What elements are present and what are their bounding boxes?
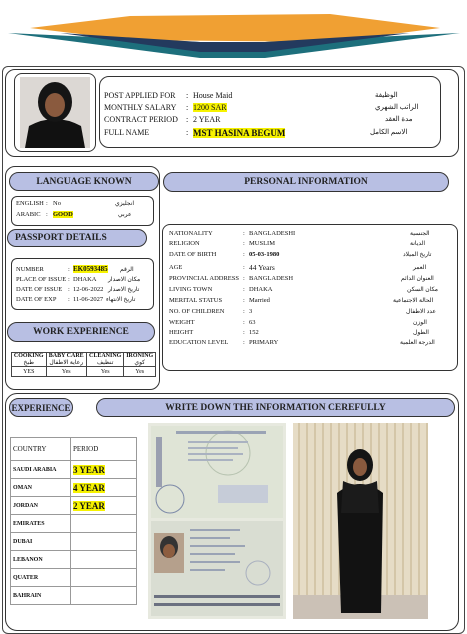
passport-scan-image xyxy=(148,423,286,619)
country-cell: BAHRAIN xyxy=(11,587,71,605)
salary-label: MONTHLY SALARY xyxy=(104,103,177,112)
post-value: House Maid xyxy=(193,91,233,100)
personal-dob-value: 05-03-1980 xyxy=(249,251,280,258)
personal-marital-label: MERITAL STATUS xyxy=(169,297,223,304)
work-value-cooking: YES xyxy=(12,367,47,377)
passport-number-arabic: الرقم xyxy=(120,267,134,273)
post-arabic: الوظيفة xyxy=(375,91,398,99)
passport-title xyxy=(7,229,147,247)
work-value-babycare: Yes xyxy=(46,367,86,377)
personal-education-label: EDUCATION LEVEL xyxy=(169,339,229,346)
period-cell: 2 YEAR xyxy=(71,497,137,515)
lang-arabic-arabic: عربي xyxy=(118,212,132,218)
passport-exp-label: DATE OF EXP xyxy=(16,296,57,303)
personal-education-arabic: الدرجة العلمية xyxy=(400,340,435,346)
period-cell xyxy=(71,551,137,569)
personal-age-label: AGE xyxy=(169,264,183,271)
contract-value: 2 YEAR xyxy=(193,115,221,124)
work-experience-table xyxy=(11,352,156,377)
personal-children-value: 3 xyxy=(249,308,253,315)
personal-nationality-value: BANGLADESHI xyxy=(249,230,296,237)
country-cell: OMAN xyxy=(11,479,71,497)
work-value-cleaning: Yes xyxy=(86,367,124,377)
period-cell xyxy=(71,587,137,605)
period-cell: 3 YEAR xyxy=(71,461,137,479)
personal-education-value: PRIMARY xyxy=(249,339,279,346)
table-row xyxy=(11,569,137,587)
table-row xyxy=(11,533,137,551)
personal-weight-label: WEIGHT xyxy=(169,319,195,326)
experience-title: EXPERIENCE xyxy=(9,398,73,417)
lang-english-label: ENGLISH xyxy=(16,200,44,207)
work-value-ironing: Yes xyxy=(124,367,156,377)
lang-english-arabic: انجليزي xyxy=(115,201,135,207)
personal-weight-value: 63 xyxy=(249,319,256,326)
personal-town-value: DHAKA xyxy=(249,286,273,293)
lang-arabic-value: GOOD xyxy=(53,211,73,218)
personal-height-value: 152 xyxy=(249,329,259,336)
personal-nationality-arabic: الجنسية xyxy=(410,231,430,237)
language-title: LANGUAGE KNOWN xyxy=(9,172,159,191)
header-banner xyxy=(0,0,467,66)
name-value: MST HASINA BEGUM xyxy=(193,128,286,138)
country-cell: QUATER xyxy=(11,569,71,587)
work-header-ironing: IRONING كوي xyxy=(124,353,156,367)
passport-exp-value: 11-06-2027 xyxy=(73,296,104,303)
personal-town-label: LIVING TOWN xyxy=(169,286,213,293)
table-row xyxy=(11,551,137,569)
personal-address-label: PROVINCIAL ADDRESS xyxy=(169,275,240,282)
country-cell: DUBAI xyxy=(11,533,71,551)
personal-age-value: 44 Years xyxy=(249,263,275,272)
table-row xyxy=(11,497,137,515)
personal-town-arabic: مكان السكن xyxy=(407,287,438,293)
personal-height-label: HEIGHT xyxy=(169,329,194,336)
table-row xyxy=(11,461,137,479)
personal-children-label: NO. OF CHILDREN xyxy=(169,308,225,315)
table-row xyxy=(11,515,137,533)
write-title: WRITE DOWN THE INFORMATION CEREFULLY xyxy=(96,398,455,417)
table-row xyxy=(11,479,137,497)
personal-weight-arabic: الوزن xyxy=(413,320,427,326)
country-experience-table xyxy=(10,437,137,605)
passport-exp-arabic: تاريخ الانتهاء xyxy=(106,297,136,303)
country-cell: LEBANON xyxy=(11,551,71,569)
passport-place-label: PLACE OF ISSUE xyxy=(16,276,67,283)
period-cell xyxy=(71,569,137,587)
passport-place-arabic: مكان الاصدار xyxy=(108,277,141,283)
lang-arabic-label: ARABIC xyxy=(16,211,41,218)
personal-children-arabic: عدد الاطفال xyxy=(406,309,436,315)
passport-issue-arabic: تاريخ الاصدار xyxy=(108,287,140,293)
personal-title: PERSONAL INFORMATION xyxy=(163,172,449,192)
salary-arabic: الراتب الشهري xyxy=(375,103,419,111)
work-header-babycare: BABY CARE رعاية الاطفال xyxy=(46,353,86,367)
period-cell xyxy=(71,515,137,533)
personal-religion-label: RELIGION xyxy=(169,240,200,247)
profile-photo xyxy=(15,74,95,151)
personal-age-arabic: العمر xyxy=(413,265,427,271)
work-header-cleaning: CLEANING تنظيف xyxy=(86,353,124,367)
profile-photo-frame xyxy=(14,73,96,152)
personal-dob-label: DATE OF BIRTH xyxy=(169,251,217,258)
passport-number-label: NUMBER xyxy=(16,266,44,273)
passport-issue-label: DATE OF ISSUE xyxy=(16,286,63,293)
work-title: WORK EXPERIENCE xyxy=(7,322,155,342)
name-arabic: الاسم الكامل xyxy=(370,128,408,136)
work-header-cooking: COOKING طبخ xyxy=(12,353,47,367)
country-cell: SAUDI ARABIA xyxy=(11,461,71,479)
country-cell: JORDAN xyxy=(11,497,71,515)
personal-address-value: BANGLADESH xyxy=(249,275,294,282)
contract-label: CONTRACT PERIOD xyxy=(104,115,178,124)
country-cell: EMIRATES xyxy=(11,515,71,533)
contract-arabic: مدة العقد xyxy=(385,115,413,123)
passport-number-value: EK0593485 xyxy=(73,265,108,273)
passport-title-text: PASSPORT DETAILS xyxy=(15,233,107,243)
post-label: POST APPLIED FOR xyxy=(104,91,176,100)
table-row xyxy=(11,587,137,605)
personal-religion-value: MUSLIM xyxy=(249,240,276,247)
lang-english-value: No xyxy=(53,200,61,207)
period-header: PERIOD xyxy=(71,438,137,461)
personal-marital-arabic: الحالة الاجتماعية xyxy=(393,298,434,304)
passport-issue-value: 12-06-2022 xyxy=(73,286,104,293)
personal-dob-arabic: تاريخ الميلاد xyxy=(403,252,432,258)
personal-marital-value: Married xyxy=(249,297,270,304)
personal-address-arabic: العنوان الدائم xyxy=(401,276,434,282)
personal-religion-arabic: الديانة xyxy=(410,241,426,247)
name-label: FULL NAME xyxy=(104,128,150,137)
period-cell: 4 YEAR xyxy=(71,479,137,497)
period-cell xyxy=(71,533,137,551)
passport-place-value: DHAKA xyxy=(73,276,97,283)
personal-nationality-label: NATIONALITY xyxy=(169,230,213,237)
personal-height-arabic: الطول xyxy=(413,330,429,336)
country-header: COUNTRY xyxy=(11,438,71,461)
full-body-photo xyxy=(293,423,428,619)
salary-value: 1200 SAR xyxy=(193,103,227,112)
